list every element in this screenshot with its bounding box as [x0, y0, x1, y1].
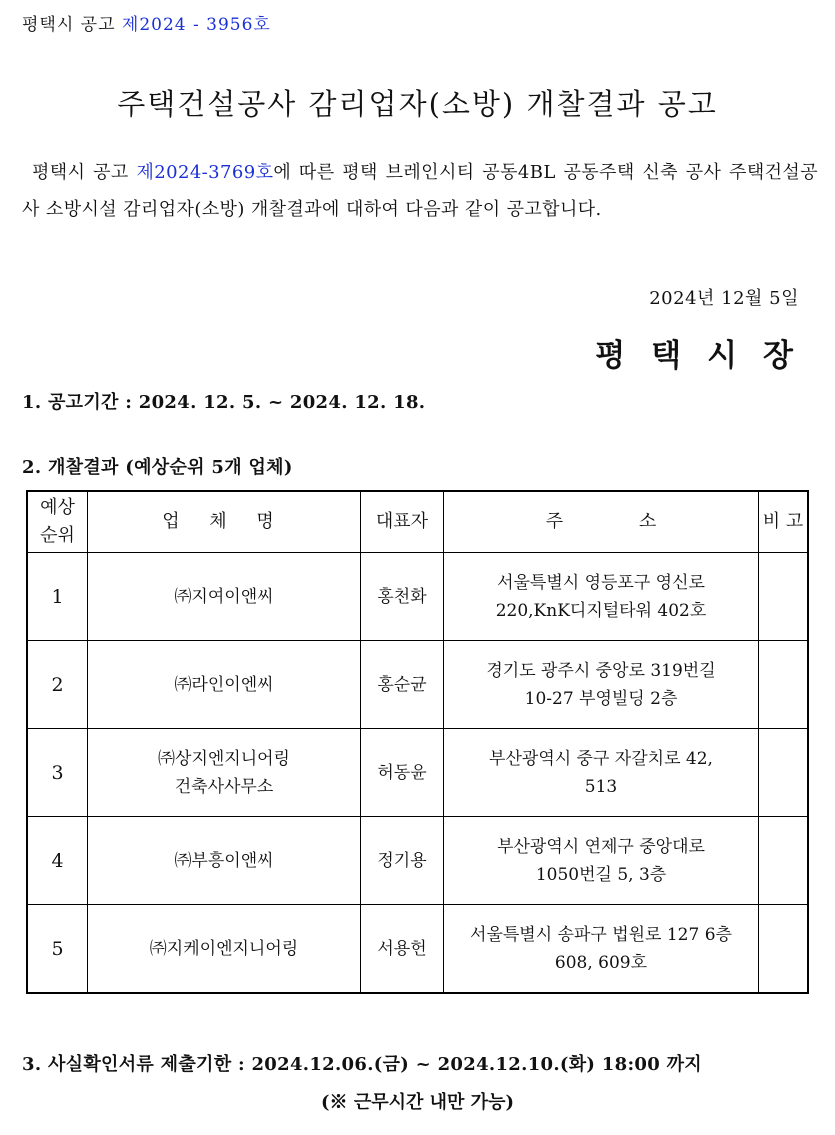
cell-note	[759, 905, 809, 994]
section-deadline: 3. 사실확인서류 제출기한 : 2024.12.06.(금) ~ 2024.12.10.(화) 18:00 까지	[22, 1054, 702, 1075]
header-rank-line2: 순위	[40, 525, 75, 546]
table-row	[27, 553, 808, 641]
header-note	[759, 491, 809, 553]
cell-rep: 정기용	[361, 817, 444, 905]
section-results: 2. 개찰결과 (예상순위 5개 업체)	[22, 457, 293, 478]
header-rep-label: 대표자	[375, 511, 429, 532]
header-address-label: 주 소	[545, 511, 657, 532]
cell-rep: 서용헌	[361, 905, 444, 994]
notice-header	[22, 10, 271, 35]
cell-address	[444, 729, 759, 817]
notice-number: 제2024 - 3956호	[121, 15, 271, 35]
cell-rep: 허동윤	[361, 729, 444, 817]
intro-body: 에 따른 평택 브레인시티 공동4BL 공동주택 신축 공사 주택건설공사 소방시설 감리업자(소방) 개찰결과에 대하여 다음과 같이 공고합니다.	[22, 162, 819, 220]
company-line: ㈜상지엔지니어링	[158, 748, 290, 769]
cell-note	[759, 553, 809, 641]
address-line: 경기도 광주시 중앙로 319번길	[486, 660, 716, 681]
cell-note	[759, 817, 809, 905]
table-row	[27, 729, 808, 817]
issuer-name: 평택시장	[595, 338, 819, 374]
header-company	[88, 491, 361, 553]
intro-ref-number: 제2024-3769호	[136, 162, 274, 183]
cell-company: ㈜부흥이앤씨	[88, 817, 361, 905]
cell-rank: 1	[27, 553, 88, 641]
header-rep	[361, 491, 444, 553]
section-period: 1. 공고기간 : 2024. 12. 5. ~ 2024. 12. 18.	[22, 392, 426, 413]
company-line: 건축사사무소	[174, 776, 274, 797]
table-header-row	[27, 491, 808, 553]
address-line: 서울특별시 송파구 법원로 127 6층	[470, 924, 732, 945]
address-line: 220,KnK디지털타워 402호	[495, 600, 707, 621]
cell-address	[444, 905, 759, 994]
cell-company: ㈜지케이엔지니어링	[88, 905, 361, 994]
cell-company	[88, 729, 361, 817]
cell-note	[759, 729, 809, 817]
address-line: 부산광역시 중구 자갈치로 42,	[489, 748, 713, 769]
cell-company: ㈜라인이엔씨	[88, 641, 361, 729]
notice-label: 평택시 공고	[22, 15, 116, 35]
address-line: 513	[584, 776, 618, 797]
cell-rank: 4	[27, 817, 88, 905]
cell-rep: 홍천화	[361, 553, 444, 641]
intro-paragraph	[22, 154, 818, 228]
address-line: 10-27 부영빌딩 2층	[524, 688, 678, 709]
cell-rank: 2	[27, 641, 88, 729]
address-line: 부산광역시 연제구 중앙대로	[497, 836, 705, 857]
header-rank-line1: 예상	[40, 497, 75, 518]
cell-rank: 3	[27, 729, 88, 817]
cell-address	[444, 553, 759, 641]
table-row	[27, 905, 808, 994]
header-address	[444, 491, 759, 553]
intro-prefix: 평택시 공고	[32, 162, 129, 183]
header-note-label: 비 고	[762, 511, 804, 532]
deadline-note: (※ 근무시간 내만 가능)	[321, 1092, 514, 1113]
table-row	[27, 641, 808, 729]
cell-note	[759, 641, 809, 729]
cell-address	[444, 817, 759, 905]
page-title: 주택건설공사 감리업자(소방) 개찰결과 공고	[117, 87, 718, 121]
table-row	[27, 817, 808, 905]
header-company-label: 업 체 명	[162, 511, 286, 532]
address-line: 서울특별시 영등포구 영신로	[497, 572, 705, 593]
header-rank	[27, 491, 88, 553]
address-line: 608, 609호	[554, 952, 648, 973]
cell-company: ㈜지여이앤씨	[88, 553, 361, 641]
cell-rank: 5	[27, 905, 88, 994]
address-line: 1050번길 5, 3층	[535, 864, 667, 885]
cell-address	[444, 641, 759, 729]
cell-rep: 홍순균	[361, 641, 444, 729]
notice-date: 2024년 12월 5일	[649, 288, 799, 309]
results-table	[26, 490, 809, 994]
